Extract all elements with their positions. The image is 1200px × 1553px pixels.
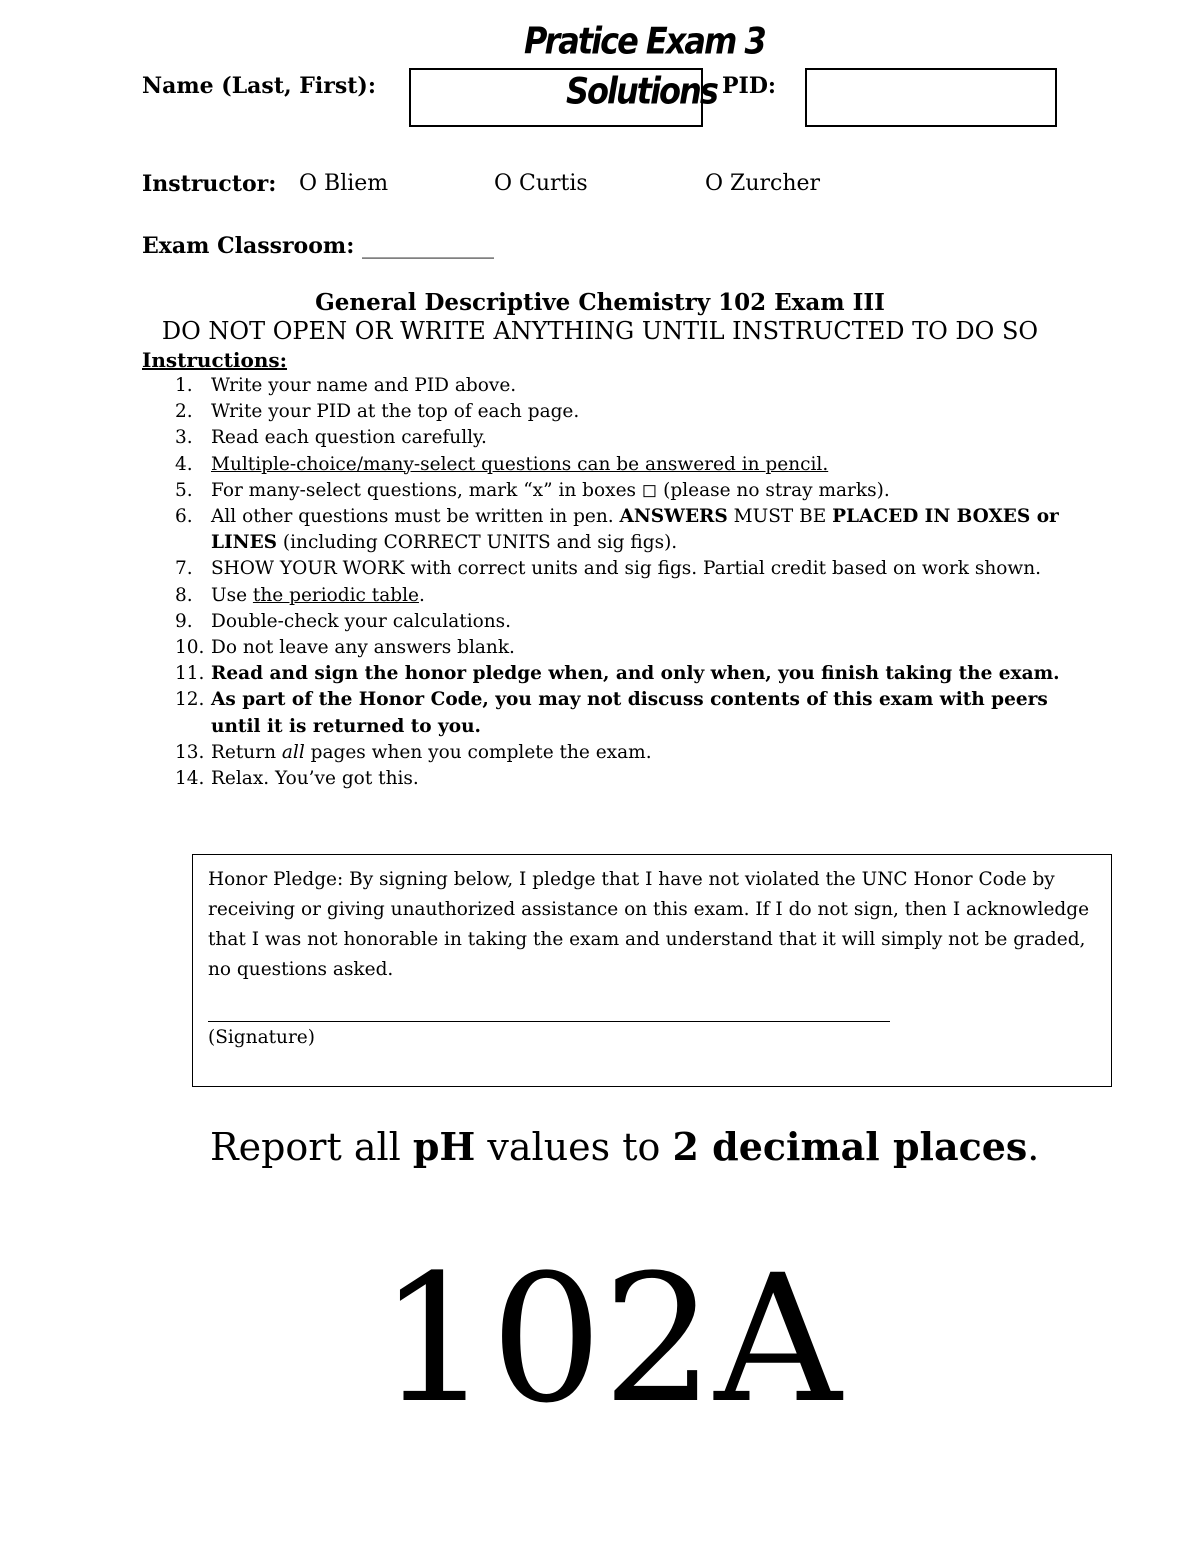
instruction-text: Relax. You’ve got this. bbox=[211, 768, 419, 790]
exam-warning: DO NOT OPEN OR WRITE ANYTHING UNTIL INSTRUCTED TO DO SO bbox=[161, 317, 1039, 345]
report-emphasis: 2 decimal places bbox=[672, 1124, 1028, 1169]
instruction-item bbox=[175, 478, 1061, 504]
instruction-item bbox=[175, 452, 1061, 478]
instruction-text: Write your PID at the top of each page. bbox=[211, 401, 580, 423]
instruction-number: 5. bbox=[175, 479, 193, 501]
instruction-number: 10. bbox=[175, 637, 205, 659]
instruction-item bbox=[175, 609, 1061, 635]
report-ph-note bbox=[210, 1124, 1039, 1169]
instruction-item bbox=[175, 740, 1061, 766]
instruction-number: 13. bbox=[175, 741, 205, 763]
instruction-text: Return bbox=[211, 741, 282, 763]
instruction-item bbox=[175, 635, 1061, 661]
instructions-heading: Instructions: bbox=[142, 348, 288, 372]
instruction-number: 6. bbox=[175, 506, 193, 528]
instruction-emphasis: all bbox=[281, 741, 305, 763]
instruction-item bbox=[175, 766, 1061, 792]
instruction-number: 1. bbox=[175, 375, 193, 396]
instruction-text: Read each question carefully. bbox=[211, 427, 487, 449]
instruction-text: . bbox=[418, 584, 425, 606]
pid-field[interactable] bbox=[805, 68, 1057, 127]
instruction-text: As part of the Honor Code, you may not discuss contents of this exam with peers until it is returned to you. bbox=[211, 689, 1048, 737]
instruction-text: Write your name and PID above. bbox=[211, 375, 517, 396]
instruction-item bbox=[175, 661, 1061, 687]
instructor-option-curtis[interactable]: O Curtis bbox=[494, 171, 588, 196]
instruction-number: 11. bbox=[175, 663, 205, 685]
instructor-option-bliem[interactable]: O Bliem bbox=[299, 171, 389, 196]
report-text: Report all bbox=[210, 1125, 413, 1169]
report-emphasis: pH bbox=[412, 1124, 476, 1169]
instruction-text: Double-check your calculations. bbox=[211, 610, 512, 632]
instruction-item bbox=[175, 399, 1061, 425]
instruction-number: 7. bbox=[175, 558, 193, 580]
instructor-option-zurcher[interactable]: O Zurcher bbox=[705, 171, 821, 196]
honor-pledge-box bbox=[192, 854, 1112, 1087]
honor-pledge-text: Honor Pledge: By signing below, I pledge that I have not violated the UNC Honor Code by receiving or giving unauthorized assistance on this exam. If I do not sign, then I acknowledge that I was not honorable in taking the exam and understand that it will simply not be graded, no questions asked. bbox=[208, 869, 1090, 980]
instruction-emphasis: ANSWERS bbox=[619, 506, 728, 528]
instruction-item bbox=[175, 373, 1061, 399]
instruction-text: pages when you complete the exam. bbox=[304, 741, 652, 763]
instruction-number: 9. bbox=[175, 610, 193, 632]
instruction-text: (including CORRECT UNITS and sig figs). bbox=[277, 532, 678, 554]
instruction-text: Multiple-choice/many-select questions can be answered in pencil. bbox=[211, 453, 829, 475]
instruction-number: 12. bbox=[175, 689, 205, 711]
instruction-number: 14. bbox=[175, 768, 205, 790]
signature-label: (Signature) bbox=[208, 1027, 315, 1048]
name-label: Name (Last, First): bbox=[142, 73, 376, 99]
periodic-table-link[interactable]: the periodic table bbox=[252, 584, 419, 606]
instruction-item bbox=[175, 504, 1061, 556]
instructions-list bbox=[175, 373, 1061, 792]
report-text: values to bbox=[475, 1125, 673, 1169]
handwritten-solutions: Solutions bbox=[566, 69, 717, 113]
classroom-label bbox=[142, 233, 494, 259]
instruction-item bbox=[175, 687, 1061, 739]
instruction-text: MUST BE bbox=[727, 506, 833, 528]
handwritten-title: Pratice Exam 3 bbox=[524, 19, 765, 63]
instruction-emphasis: PLACED IN BOXES or LINES bbox=[211, 506, 1059, 554]
instruction-text: All other questions must be written in pen. bbox=[211, 506, 620, 528]
signature-line[interactable] bbox=[208, 1021, 890, 1022]
exam-title: General Descriptive Chemistry 102 Exam III bbox=[315, 289, 885, 316]
instructor-label: Instructor: bbox=[142, 171, 277, 197]
instruction-text: SHOW YOUR WORK with correct units and sig figs. Partial credit based on work shown. bbox=[211, 558, 1041, 580]
instruction-number: 4. bbox=[175, 453, 193, 475]
instruction-item bbox=[175, 556, 1061, 582]
classroom-label-text: Exam Classroom: bbox=[142, 233, 355, 259]
instruction-number: 2. bbox=[175, 401, 193, 423]
instruction-number: 8. bbox=[175, 584, 193, 606]
instruction-number: 3. bbox=[175, 427, 193, 449]
instruction-text: Read and sign the honor pledge when, and only when, you finish taking the exam. bbox=[211, 663, 1060, 685]
classroom-blank[interactable]: ____________ bbox=[361, 234, 494, 259]
pid-label: PID: bbox=[722, 73, 777, 99]
report-text: . bbox=[1027, 1125, 1040, 1169]
instruction-text: For many-select questions, mark “x” in boxes ◻ (please no stray marks). bbox=[211, 479, 890, 501]
instruction-text: Use bbox=[211, 584, 253, 606]
instruction-item bbox=[175, 583, 1061, 609]
instruction-text: Do not leave any answers blank. bbox=[211, 637, 515, 659]
instruction-item bbox=[175, 425, 1061, 451]
exam-version-code: 102A bbox=[378, 1237, 842, 1442]
